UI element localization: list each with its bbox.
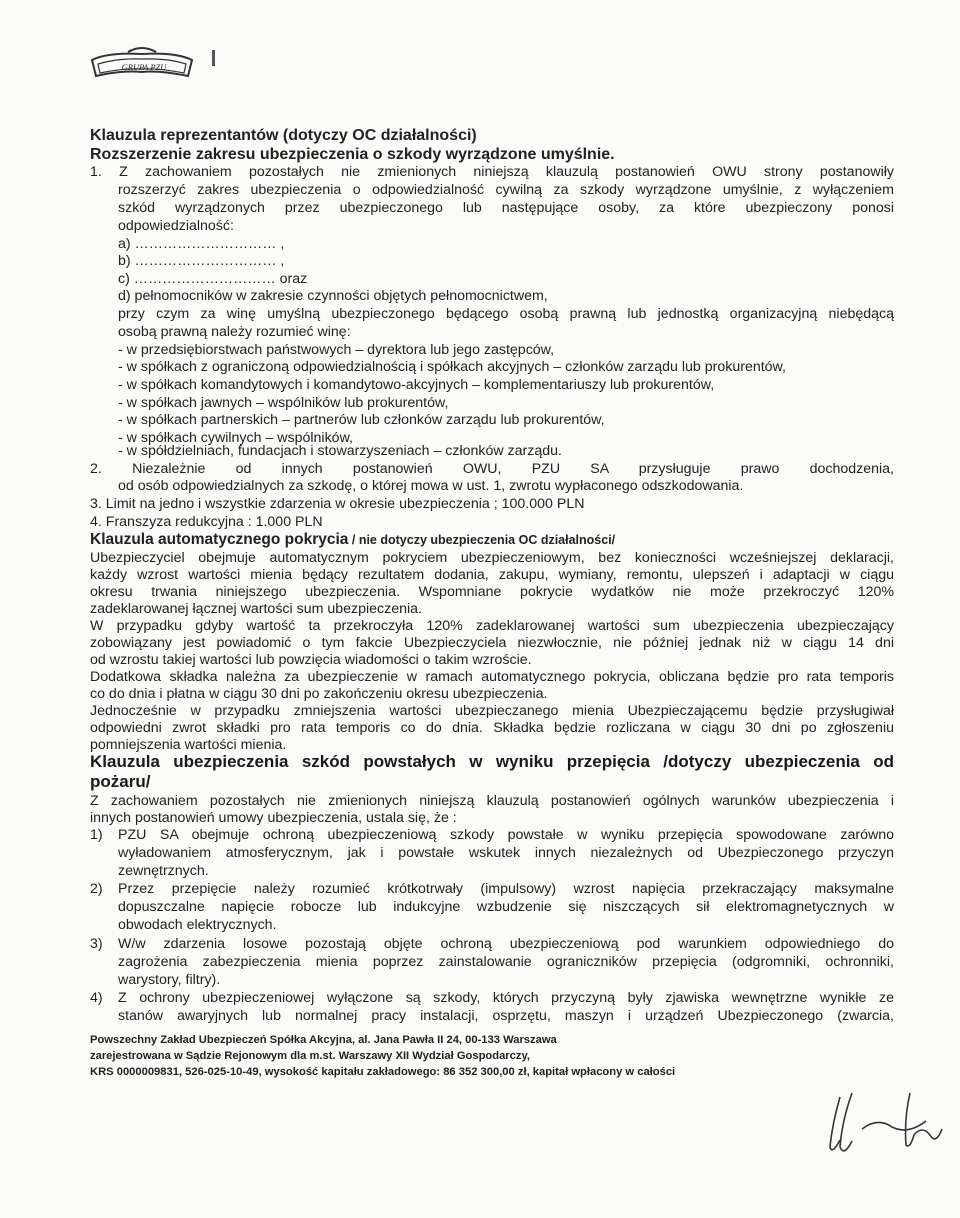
clause1-title: Klauzula reprezentantów (dotyczy OC działalności) — [90, 127, 477, 144]
clause1-dash-2: - w spółkach z ograniczoną odpowiedzialnością i spółkach akcyjnych – członków zarządu lub prokurentów, — [118, 359, 786, 375]
clause1-dash-4: - w spółkach jawnych – wspólników lub prokurentów, — [118, 395, 449, 411]
clause3-item2-line2: dopuszczalne napięcie robocze lub indukcyjne wzbudzenie się niszczących sił elektromagnetycznych w — [118, 899, 894, 915]
clause2-line12: pomniejszenia wartości mienia. — [90, 737, 287, 753]
clause3-item3-num: 3) — [90, 936, 103, 952]
clause3-title-line1: Klauzula ubezpieczenia szkód powstałych w wyniku przepięcia /dotyczy ubezpieczenia od — [90, 752, 894, 771]
footer-line3: KRS 0000009831, 526-025-10-49, wysokość kapitału zakładowego: 86 352 300,00 zł, kapitał wpłacony w całości — [90, 1066, 676, 1078]
clause1-p1-line2: rozszerzyć zakres ubezpieczenia o odpowiedzialność cywilną za szkody wyrządzone umyślnie, z wyłączeniem — [118, 182, 894, 198]
clause2-title — [90, 530, 615, 550]
clause1-p2-line1: 2. Niezależnie od innych postanowień OWU, PZU SA przysługuje prawo dochodzenia, — [90, 461, 894, 477]
handwritten-signature — [818, 1085, 948, 1165]
clause2-line10: Jednocześnie w przypadku zmniejszenia wartości ubezpieczanego mienia Ubezpieczającemu będzie przysługiwał — [90, 703, 894, 719]
clause1-item-c: c) ………………………… oraz — [118, 271, 308, 287]
clause3-item1-line2: wyładowaniem atmosferycznym, jak i powstałe wskutek innych niezależnych od Ubezpieczonego przyczyn — [118, 845, 894, 861]
clause1-p3: 3. Limit na jedno i wszystkie zdarzenia w okresie ubezpieczenia ; 100.000 PLN — [90, 496, 585, 512]
clause3-item1-num: 1) — [90, 827, 103, 843]
company-footer — [90, 1032, 675, 1080]
clause3-intro-line2: innych postanowień umowy ubezpieczenia, ustala się, że : — [90, 810, 457, 826]
clause3-item4-line1: Z ochrony ubezpieczeniowej wyłączone są szkody, których przyczyną były zjawiska wewnętrzne wynikłe ze — [118, 990, 894, 1006]
clause1-item-b: b) ………………………… , — [118, 253, 285, 269]
footer-line1: Powszechny Zakład Ubezpieczeń Spółka Akcyjna, al. Jana Pawła II 24, 00-133 Warszawa — [90, 1034, 557, 1046]
clause2-title-note: / nie dotyczy ubezpieczenia OC działalności/ — [348, 533, 616, 547]
clause2-line11: odpowiedni zwrot składki pro rata temporis co do dnia. Składka będzie rozliczana w ciągu 30 dni po zgłoszeniu — [90, 720, 894, 736]
clause2-line5: W przypadku gdyby wartość ta przekroczyła 120% zadeklarowanej wartości sum ubezpieczenia ubezpieczający — [90, 618, 894, 634]
clause2-line6: zobowiązany jest powiadomić o tym fakcie Ubezpieczyciela niezwłocznie, nie później jednak niż w ciągu 14 dni — [90, 635, 894, 651]
clause3-item3-line2: zagrożenia zabezpieczenia mienia poprzez zainstalowanie ograniczników przepięcia (odgromniki, ochronniki, — [118, 954, 894, 970]
clause3-title-line2: pożaru/ — [90, 772, 151, 791]
clause1-subtitle: Rozszerzenie zakresu ubezpieczenia o szkody wyrządzone umyślnie. — [90, 146, 615, 163]
clause2-line9: co do dnia i płatna w ciągu 30 dni po zakończeniu okresu ubezpieczenia. — [90, 686, 548, 702]
clause2-line8: Dodatkowa składka należna za ubezpieczenie w ramach automatycznego pokrycia, obliczana będzie pro rata temporis — [90, 669, 894, 685]
clause3-item4-line2: stanów awaryjnych lub normalnej pracy instalacji, osprzętu, maszyn i urządzeń Ubezpieczonego (zwarcia, — [118, 1008, 894, 1024]
clause3-item3-line3: warystory, filtry). — [118, 972, 221, 988]
clause1-p1-line3: szkód wyrządzonych przez ubezpieczonego lub następujące osoby, za które ubezpieczony ponosi — [118, 200, 894, 216]
footer-line2: zarejestrowana w Sądzie Rejonowym dla m.st. Warszawy XII Wydział Gospodarczy, — [90, 1050, 530, 1062]
clause3-item4-num: 4) — [90, 990, 103, 1006]
clause2-title-main: Klauzula automatycznego pokrycia — [90, 531, 349, 548]
clause1-p4: 4. Franszyza redukcyjna : 1.000 PLN — [90, 514, 323, 530]
clause1-dash-6: - w spółkach cywilnych – wspólników, — [118, 430, 353, 446]
clause1-dash-3: - w spółkach komandytowych i komandytowo-akcyjnych – komplementariuszy lub prokurentów, — [118, 377, 715, 393]
clause1-p1-line4: odpowiedzialność: — [118, 218, 234, 234]
clause3-item2-num: 2) — [90, 881, 103, 897]
clause2-line2: każdy wzrost wartości mienia będący rezultatem dodania, zakupu, wymiany, remontu, ulepszeń i adaptacji w ciągu — [90, 567, 894, 583]
clause1-intent-line2: osobą prawną należy rozumieć winę: — [118, 324, 351, 340]
clause1-p1-line1: 1. Z zachowaniem pozostałych nie zmienionych niniejszą klauzulą postanowień OWU strony postanowiły — [90, 164, 894, 180]
clause1-dash-1: - w przedsiębiorstwach państwowych – dyrektora lub jego zastępców, — [118, 342, 555, 358]
clause2-line7: od wzrostu takiej wartości lub powzięcia wiadomości o takim wzroście. — [90, 652, 532, 668]
clause2-line3: okresu trwania niniejszego ubezpieczenia. Wspomniane pokrycie wydatków nie może przekroczyć 120% — [90, 584, 894, 600]
clause1-item-d: d) pełnomocników w zakresie czynności objętych pełnomocnictwem, — [118, 288, 548, 304]
clause3-item1-line1: PZU SA obejmuje ochroną ubezpieczeniową szkody powstałe w wyniku przepięcia spowodowane zarówno — [118, 827, 894, 843]
logo-divider — [212, 50, 215, 66]
clause3-item3-line1: W/w zdarzenia losowe pozostają objęte ochroną ubezpieczeniową pod warunkiem odpowiedniego do — [118, 936, 894, 952]
clause1-dash-7: - w spółdzielniach, fundacjach i stowarzyszeniach – członków zarządu. — [118, 443, 562, 459]
clause3-item2-line3: obwodach elektrycznych. — [118, 917, 277, 933]
clause2-line4: zadeklarowanej łącznej wartości sum ubezpieczenia. — [90, 601, 422, 617]
clause1-p2-line2: od osób odpowiedzialnych za szkodę, o której mowa w ust. 1, zwrotu wypłaconego odszkodowania. — [118, 478, 744, 494]
pzu-logo — [88, 46, 196, 86]
clause3-item2-line1: Przez przepięcie należy rozumieć krótkotrwały (impulsowy) wzrost napięcia przekraczający maksymalne — [118, 881, 894, 897]
clause3-intro-line1: Z zachowaniem pozostałych nie zmienionych niniejszą klauzulą postanowień ogólnych warunków ubezpieczenia i — [90, 793, 894, 809]
clause3-item1-line3: zewnętrznych. — [118, 863, 209, 879]
clause1-dash-5: - w spółkach partnerskich – partnerów lub członków zarządu lub prokurentów, — [118, 412, 605, 428]
logo-text: GRUPA PZU — [121, 62, 167, 72]
clause1-intent-line1: przy czym za winę umyślną ubezpieczonego będącego osobą prawną lub jednostką organizacyjną niebędącą — [118, 306, 894, 322]
clause2-line1: Ubezpieczyciel obejmuje automatycznym pokryciem ubezpieczeniowym, bez konieczności wcześniejszej deklaracji, — [90, 550, 894, 566]
clause1-item-a: a) ………………………… , — [118, 236, 285, 252]
